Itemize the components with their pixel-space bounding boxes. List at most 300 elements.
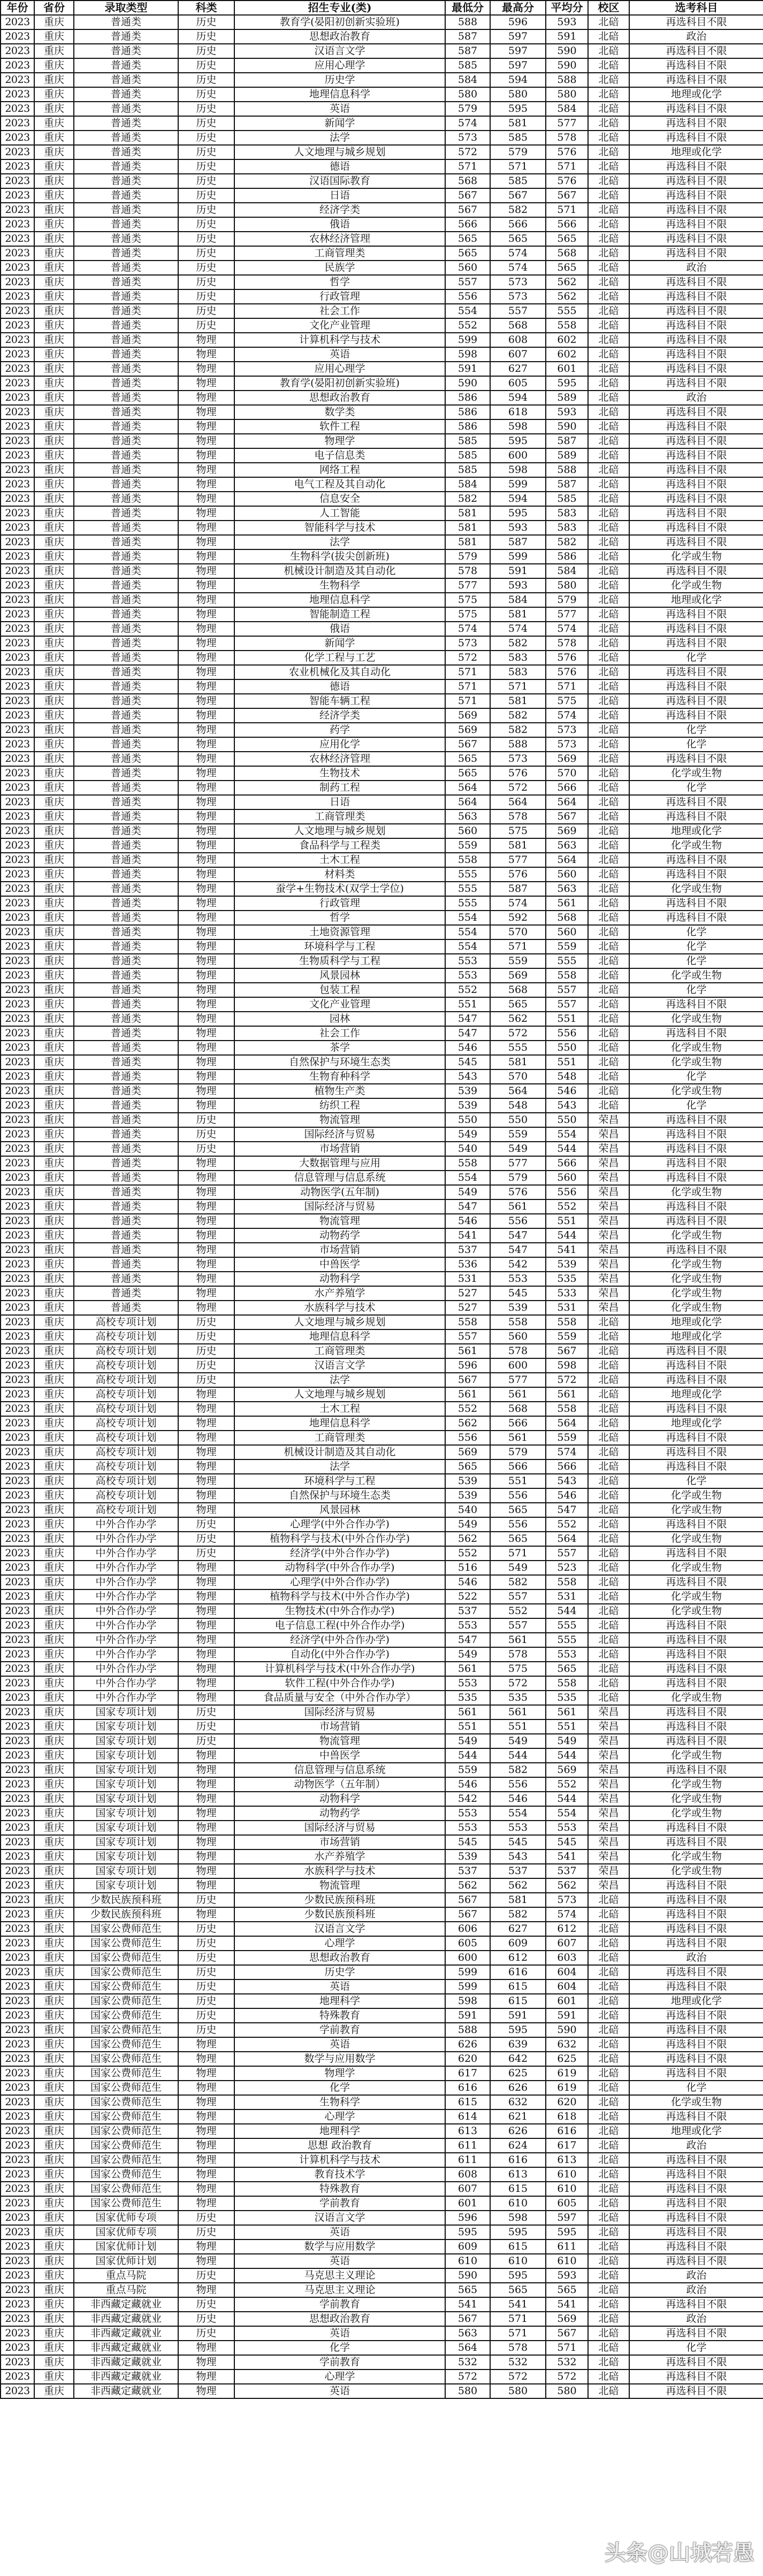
required-subjects-cell: 化学或生物 xyxy=(629,1604,763,1618)
required-subjects-cell: 再选科目不限 xyxy=(629,708,763,723)
major-cell: 法学 xyxy=(234,535,445,549)
year-cell: 2023 xyxy=(1,116,34,131)
province-cell: 重庆 xyxy=(34,131,74,145)
major-cell: 物流管理 xyxy=(234,1734,445,1748)
campus-cell: 北碚 xyxy=(588,1691,629,1705)
max-score-cell: 569 xyxy=(490,968,546,983)
admission-type-cell: 中外合作办学 xyxy=(74,1532,178,1546)
max-score-cell: 581 xyxy=(490,607,546,622)
admission-type-cell: 国家公费师范生 xyxy=(74,2052,178,2066)
max-score-cell: 566 xyxy=(490,1416,546,1431)
subject-track-cell: 物理 xyxy=(178,1041,234,1055)
year-cell: 2023 xyxy=(1,463,34,477)
province-cell: 重庆 xyxy=(34,607,74,622)
year-cell: 2023 xyxy=(1,1994,34,2008)
required-subjects-cell: 化学或生物 xyxy=(629,882,763,896)
year-cell: 2023 xyxy=(1,1806,34,1821)
province-cell: 重庆 xyxy=(34,1474,74,1488)
admission-type-cell: 高校专项计划 xyxy=(74,1344,178,1358)
table-row xyxy=(1,1373,763,1387)
min-score-cell: 557 xyxy=(445,1329,490,1344)
admission-type-cell: 非西藏定藏就业 xyxy=(74,2341,178,2355)
subject-track-cell: 历史 xyxy=(178,1734,234,1748)
subject-track-cell: 历史 xyxy=(178,73,234,87)
admission-type-cell: 高校专项计划 xyxy=(74,1431,178,1445)
avg-score-cell: 531 xyxy=(546,1589,588,1604)
min-score-cell: 571 xyxy=(445,694,490,708)
required-subjects-cell: 再选科目不限 xyxy=(629,1907,763,1922)
campus-cell: 北碚 xyxy=(588,578,629,593)
min-score-cell: 611 xyxy=(445,2153,490,2167)
major-cell: 环境科学与工程 xyxy=(234,1474,445,1488)
required-subjects-cell: 化学或生物 xyxy=(629,1272,763,1286)
province-cell: 重庆 xyxy=(34,1763,74,1777)
admission-type-cell: 普通类 xyxy=(74,376,178,391)
subject-track-cell: 物理 xyxy=(178,781,234,795)
campus-cell: 北碚 xyxy=(588,896,629,911)
max-score-cell: 587 xyxy=(490,882,546,896)
year-cell: 2023 xyxy=(1,261,34,275)
min-score-cell: 522 xyxy=(445,1589,490,1604)
table-header xyxy=(1,1,763,15)
admission-type-cell: 普通类 xyxy=(74,1084,178,1098)
major-cell: 物流管理 xyxy=(234,1878,445,1893)
max-score-cell: 594 xyxy=(490,492,546,506)
major-cell: 工商管理类 xyxy=(234,1431,445,1445)
avg-score-cell: 577 xyxy=(546,607,588,622)
max-score-cell: 582 xyxy=(490,723,546,737)
province-cell: 重庆 xyxy=(34,87,74,102)
year-cell: 2023 xyxy=(1,1561,34,1575)
subject-track-cell: 历史 xyxy=(178,1373,234,1387)
max-score-cell: 556 xyxy=(490,1488,546,1503)
table-row xyxy=(1,405,763,419)
table-row xyxy=(1,1936,763,1951)
province-cell: 重庆 xyxy=(34,2297,74,2312)
major-cell: 中兽医学 xyxy=(234,1748,445,1763)
avg-score-cell: 573 xyxy=(546,737,588,752)
avg-score-cell: 578 xyxy=(546,131,588,145)
table-row xyxy=(1,1243,763,1257)
subject-track-cell: 历史 xyxy=(178,116,234,131)
year-cell: 2023 xyxy=(1,2066,34,2081)
table-row xyxy=(1,1257,763,1272)
admission-type-cell: 非西藏定藏就业 xyxy=(74,2384,178,2398)
year-cell: 2023 xyxy=(1,1315,34,1329)
province-cell: 重庆 xyxy=(34,2066,74,2081)
year-cell: 2023 xyxy=(1,232,34,246)
campus-cell: 荣昌 xyxy=(588,1777,629,1792)
avg-score-cell: 586 xyxy=(546,549,588,564)
year-cell: 2023 xyxy=(1,1792,34,1806)
campus-cell: 北碚 xyxy=(588,1532,629,1546)
table-row xyxy=(1,2008,763,2023)
subject-track-cell: 历史 xyxy=(178,1532,234,1546)
avg-score-cell: 587 xyxy=(546,477,588,492)
min-score-cell: 553 xyxy=(445,1821,490,1835)
province-cell: 重庆 xyxy=(34,1864,74,1878)
major-cell: 行政管理 xyxy=(234,289,445,304)
table-row xyxy=(1,1734,763,1748)
campus-cell: 北碚 xyxy=(588,1329,629,1344)
year-cell: 2023 xyxy=(1,1821,34,1835)
subject-track-cell: 物理 xyxy=(178,911,234,925)
admission-type-cell: 高校专项计划 xyxy=(74,1459,178,1474)
major-cell: 文化产业管理 xyxy=(234,997,445,1012)
max-score-cell: 572 xyxy=(490,1676,546,1691)
required-subjects-cell: 再选科目不限 xyxy=(629,2254,763,2268)
campus-cell: 北碚 xyxy=(588,607,629,622)
year-cell: 2023 xyxy=(1,1488,34,1503)
table-row xyxy=(1,1979,763,1994)
campus-cell: 北碚 xyxy=(588,853,629,867)
max-score-cell: 626 xyxy=(490,2124,546,2138)
table-row xyxy=(1,2312,763,2326)
admission-type-cell: 普通类 xyxy=(74,1156,178,1171)
min-score-cell: 539 xyxy=(445,1084,490,1098)
province-cell: 重庆 xyxy=(34,2312,74,2326)
table-row xyxy=(1,968,763,983)
min-score-cell: 605 xyxy=(445,1936,490,1951)
min-score-cell: 590 xyxy=(445,376,490,391)
min-score-cell: 584 xyxy=(445,73,490,87)
province-cell: 重庆 xyxy=(34,1228,74,1243)
max-score-cell: 561 xyxy=(490,1633,546,1647)
avg-score-cell: 566 xyxy=(546,217,588,232)
subject-track-cell: 物理 xyxy=(178,809,234,824)
min-score-cell: 552 xyxy=(445,1402,490,1416)
province-cell: 重庆 xyxy=(34,492,74,506)
table-row xyxy=(1,1344,763,1358)
table-row xyxy=(1,289,763,304)
avg-score-cell: 561 xyxy=(546,1705,588,1719)
admission-type-cell: 国家公费师范生 xyxy=(74,2023,178,2037)
required-subjects-cell: 化学 xyxy=(629,737,763,752)
major-cell: 水产养殖学 xyxy=(234,1286,445,1301)
avg-score-cell: 595 xyxy=(546,376,588,391)
required-subjects-cell: 再选科目不限 xyxy=(629,1878,763,1893)
subject-track-cell: 物理 xyxy=(178,622,234,636)
province-cell: 重庆 xyxy=(34,1633,74,1647)
major-cell: 植物生产类 xyxy=(234,1084,445,1098)
admission-type-cell: 普通类 xyxy=(74,391,178,405)
required-subjects-cell: 再选科目不限 xyxy=(629,73,763,87)
min-score-cell: 571 xyxy=(445,679,490,694)
subject-track-cell: 物理 xyxy=(178,694,234,708)
min-score-cell: 552 xyxy=(445,318,490,333)
subject-track-cell: 历史 xyxy=(178,1315,234,1329)
avg-score-cell: 550 xyxy=(546,1041,588,1055)
year-cell: 2023 xyxy=(1,1532,34,1546)
avg-score-cell: 619 xyxy=(546,2081,588,2095)
admission-type-cell: 普通类 xyxy=(74,809,178,824)
table-row xyxy=(1,203,763,217)
province-cell: 重庆 xyxy=(34,2341,74,2355)
province-cell: 重庆 xyxy=(34,2326,74,2341)
province-cell: 重庆 xyxy=(34,2052,74,2066)
major-cell: 地理信息科学 xyxy=(234,1416,445,1431)
campus-cell: 北碚 xyxy=(588,1994,629,2008)
year-cell: 2023 xyxy=(1,289,34,304)
major-cell: 日语 xyxy=(234,188,445,203)
campus-cell: 荣昌 xyxy=(588,1792,629,1806)
year-cell: 2023 xyxy=(1,564,34,578)
province-cell: 重庆 xyxy=(34,708,74,723)
required-subjects-cell: 再选科目不限 xyxy=(629,477,763,492)
avg-score-cell: 574 xyxy=(546,1907,588,1922)
campus-cell: 北碚 xyxy=(588,2211,629,2225)
campus-cell: 北碚 xyxy=(588,217,629,232)
subject-track-cell: 物理 xyxy=(178,521,234,535)
province-cell: 重庆 xyxy=(34,1618,74,1633)
campus-cell: 荣昌 xyxy=(588,1171,629,1185)
campus-cell: 荣昌 xyxy=(588,1243,629,1257)
campus-cell: 北碚 xyxy=(588,1373,629,1387)
campus-cell: 荣昌 xyxy=(588,1878,629,1893)
campus-cell: 北碚 xyxy=(588,665,629,679)
year-cell: 2023 xyxy=(1,2196,34,2211)
subject-track-cell: 物理 xyxy=(178,1012,234,1026)
subject-track-cell: 物理 xyxy=(178,1589,234,1604)
table-row xyxy=(1,1228,763,1243)
major-cell: 工商管理类 xyxy=(234,1344,445,1358)
admission-type-cell: 普通类 xyxy=(74,318,178,333)
avg-score-cell: 551 xyxy=(546,1055,588,1069)
max-score-cell: 577 xyxy=(490,853,546,867)
campus-cell: 北碚 xyxy=(588,29,629,44)
avg-score-cell: 598 xyxy=(546,1358,588,1373)
min-score-cell: 549 xyxy=(445,1185,490,1199)
major-cell: 经济学类 xyxy=(234,203,445,217)
province-cell: 重庆 xyxy=(34,1821,74,1835)
admission-type-cell: 国家优师专项 xyxy=(74,2211,178,2225)
campus-cell: 北碚 xyxy=(588,2341,629,2355)
major-cell: 日语 xyxy=(234,795,445,809)
required-subjects-cell: 再选科目不限 xyxy=(629,159,763,174)
min-score-cell: 580 xyxy=(445,2384,490,2398)
year-cell: 2023 xyxy=(1,1416,34,1431)
min-score-cell: 609 xyxy=(445,2239,490,2254)
major-cell: 学前教育 xyxy=(234,2355,445,2369)
max-score-cell: 615 xyxy=(490,2239,546,2254)
province-cell: 重庆 xyxy=(34,2384,74,2398)
campus-cell: 北碚 xyxy=(588,1041,629,1055)
province-cell: 重庆 xyxy=(34,1098,74,1113)
avg-score-cell: 574 xyxy=(546,708,588,723)
province-cell: 重庆 xyxy=(34,1185,74,1199)
campus-cell: 北碚 xyxy=(588,1098,629,1113)
major-cell: 英语 xyxy=(234,2326,445,2341)
campus-cell: 北碚 xyxy=(588,593,629,607)
max-score-cell: 615 xyxy=(490,2182,546,2196)
avg-score-cell: 564 xyxy=(546,795,588,809)
admission-type-cell: 高校专项计划 xyxy=(74,1503,178,1517)
year-cell: 2023 xyxy=(1,347,34,362)
province-cell: 重庆 xyxy=(34,232,74,246)
year-cell: 2023 xyxy=(1,376,34,391)
admission-type-cell: 普通类 xyxy=(74,1286,178,1301)
campus-cell: 北碚 xyxy=(588,434,629,448)
province-cell: 重庆 xyxy=(34,2254,74,2268)
avg-score-cell: 611 xyxy=(546,2239,588,2254)
year-cell: 2023 xyxy=(1,1431,34,1445)
subject-track-cell: 历史 xyxy=(178,1344,234,1358)
campus-cell: 北碚 xyxy=(588,521,629,535)
max-score-cell: 549 xyxy=(490,1142,546,1156)
year-cell: 2023 xyxy=(1,1517,34,1532)
table-row xyxy=(1,867,763,882)
major-cell: 农业机械化及其自动化 xyxy=(234,665,445,679)
subject-track-cell: 历史 xyxy=(178,58,234,73)
year-cell: 2023 xyxy=(1,665,34,679)
min-score-cell: 539 xyxy=(445,1849,490,1864)
subject-track-cell: 物理 xyxy=(178,347,234,362)
major-cell: 少数民族预科班 xyxy=(234,1907,445,1922)
max-score-cell: 562 xyxy=(490,1012,546,1026)
required-subjects-cell: 政治 xyxy=(629,2268,763,2283)
province-cell: 重庆 xyxy=(34,1546,74,1561)
admission-type-cell: 国家专项计划 xyxy=(74,1763,178,1777)
admission-type-cell: 国家公费师范生 xyxy=(74,2081,178,2095)
subject-track-cell: 物理 xyxy=(178,1878,234,1893)
subject-track-cell: 物理 xyxy=(178,2355,234,2369)
subject-track-cell: 物理 xyxy=(178,1026,234,1041)
min-score-cell: 540 xyxy=(445,1142,490,1156)
province-cell: 重庆 xyxy=(34,925,74,939)
avg-score-cell: 607 xyxy=(546,1936,588,1951)
admission-type-cell: 普通类 xyxy=(74,232,178,246)
table-row xyxy=(1,1026,763,1041)
campus-cell: 北碚 xyxy=(588,463,629,477)
province-cell: 重庆 xyxy=(34,535,74,549)
year-cell: 2023 xyxy=(1,2167,34,2182)
subject-track-cell: 物理 xyxy=(178,795,234,809)
major-cell: 机械设计制造及其自动化 xyxy=(234,1445,445,1459)
avg-score-cell: 560 xyxy=(546,1171,588,1185)
min-score-cell: 569 xyxy=(445,1445,490,1459)
subject-track-cell: 物理 xyxy=(178,708,234,723)
campus-cell: 北碚 xyxy=(588,2312,629,2326)
table-row xyxy=(1,1763,763,1777)
subject-track-cell: 物理 xyxy=(178,1098,234,1113)
province-cell: 重庆 xyxy=(34,246,74,261)
max-score-cell: 539 xyxy=(490,1301,546,1315)
subject-track-cell: 物理 xyxy=(178,1474,234,1488)
table-row xyxy=(1,2109,763,2124)
avg-score-cell: 541 xyxy=(546,1849,588,1864)
required-subjects-cell: 化学 xyxy=(629,939,763,954)
min-score-cell: 546 xyxy=(445,1575,490,1589)
max-score-cell: 600 xyxy=(490,1358,546,1373)
major-cell: 大数据管理与应用 xyxy=(234,1156,445,1171)
required-subjects-cell: 政治 xyxy=(629,29,763,44)
min-score-cell: 563 xyxy=(445,809,490,824)
table-row xyxy=(1,261,763,275)
admission-type-cell: 普通类 xyxy=(74,694,178,708)
min-score-cell: 537 xyxy=(445,1864,490,1878)
year-cell: 2023 xyxy=(1,1878,34,1893)
required-subjects-cell: 化学或生物 xyxy=(629,1806,763,1821)
province-cell: 重庆 xyxy=(34,2182,74,2196)
campus-cell: 北碚 xyxy=(588,2023,629,2037)
year-cell: 2023 xyxy=(1,1199,34,1214)
avg-score-cell: 604 xyxy=(546,1979,588,1994)
province-cell: 重庆 xyxy=(34,477,74,492)
max-score-cell: 572 xyxy=(490,781,546,795)
max-score-cell: 599 xyxy=(490,477,546,492)
admission-type-cell: 普通类 xyxy=(74,911,178,925)
max-score-cell: 560 xyxy=(490,1329,546,1344)
campus-cell: 荣昌 xyxy=(588,1806,629,1821)
subject-track-cell: 物理 xyxy=(178,2138,234,2153)
avg-score-cell: 595 xyxy=(546,2225,588,2239)
year-cell: 2023 xyxy=(1,578,34,593)
province-cell: 重庆 xyxy=(34,506,74,521)
province-cell: 重庆 xyxy=(34,954,74,968)
min-score-cell: 541 xyxy=(445,1228,490,1243)
table-row xyxy=(1,2225,763,2239)
table-row xyxy=(1,275,763,289)
year-cell: 2023 xyxy=(1,246,34,261)
max-score-cell: 566 xyxy=(490,217,546,232)
header-required-subjects: 选考科目 xyxy=(629,1,763,15)
admission-type-cell: 中外合作办学 xyxy=(74,1561,178,1575)
year-cell: 2023 xyxy=(1,2326,34,2341)
admission-type-cell: 高校专项计划 xyxy=(74,1358,178,1373)
min-score-cell: 547 xyxy=(445,1026,490,1041)
major-cell: 经济学(中外合作办学) xyxy=(234,1546,445,1561)
required-subjects-cell: 再选科目不限 xyxy=(629,1026,763,1041)
province-cell: 重庆 xyxy=(34,1835,74,1849)
major-cell: 市场营销 xyxy=(234,1142,445,1156)
avg-score-cell: 604 xyxy=(546,1965,588,1979)
required-subjects-cell: 再选科目不限 xyxy=(629,622,763,636)
major-cell: 土木工程 xyxy=(234,1402,445,1416)
table-row xyxy=(1,983,763,997)
campus-cell: 荣昌 xyxy=(588,1835,629,1849)
admission-type-cell: 普通类 xyxy=(74,203,178,217)
avg-score-cell: 577 xyxy=(546,116,588,131)
admission-type-cell: 普通类 xyxy=(74,1041,178,1055)
subject-track-cell: 物理 xyxy=(178,2095,234,2109)
required-subjects-cell: 再选科目不限 xyxy=(629,289,763,304)
subject-track-cell: 物理 xyxy=(178,2341,234,2355)
min-score-cell: 549 xyxy=(445,1127,490,1142)
required-subjects-cell: 再选科目不限 xyxy=(629,1127,763,1142)
admission-type-cell: 普通类 xyxy=(74,58,178,73)
major-cell: 土木工程 xyxy=(234,853,445,867)
min-score-cell: 555 xyxy=(445,867,490,882)
province-cell: 重庆 xyxy=(34,983,74,997)
min-score-cell: 549 xyxy=(445,1647,490,1662)
campus-cell: 北碚 xyxy=(588,2008,629,2023)
admission-type-cell: 国家公费师范生 xyxy=(74,1979,178,1994)
major-cell: 生物科学 xyxy=(234,2095,445,2109)
province-cell: 重庆 xyxy=(34,1965,74,1979)
province-cell: 重庆 xyxy=(34,1301,74,1315)
table-row xyxy=(1,737,763,752)
year-cell: 2023 xyxy=(1,2225,34,2239)
required-subjects-cell: 再选科目不限 xyxy=(629,1546,763,1561)
admission-type-cell: 普通类 xyxy=(74,29,178,44)
campus-cell: 北碚 xyxy=(588,232,629,246)
year-cell: 2023 xyxy=(1,2182,34,2196)
avg-score-cell: 558 xyxy=(546,968,588,983)
table-row xyxy=(1,116,763,131)
major-cell: 心理学 xyxy=(234,2109,445,2124)
required-subjects-cell: 再选科目不限 xyxy=(629,1835,763,1849)
max-score-cell: 556 xyxy=(490,1214,546,1228)
